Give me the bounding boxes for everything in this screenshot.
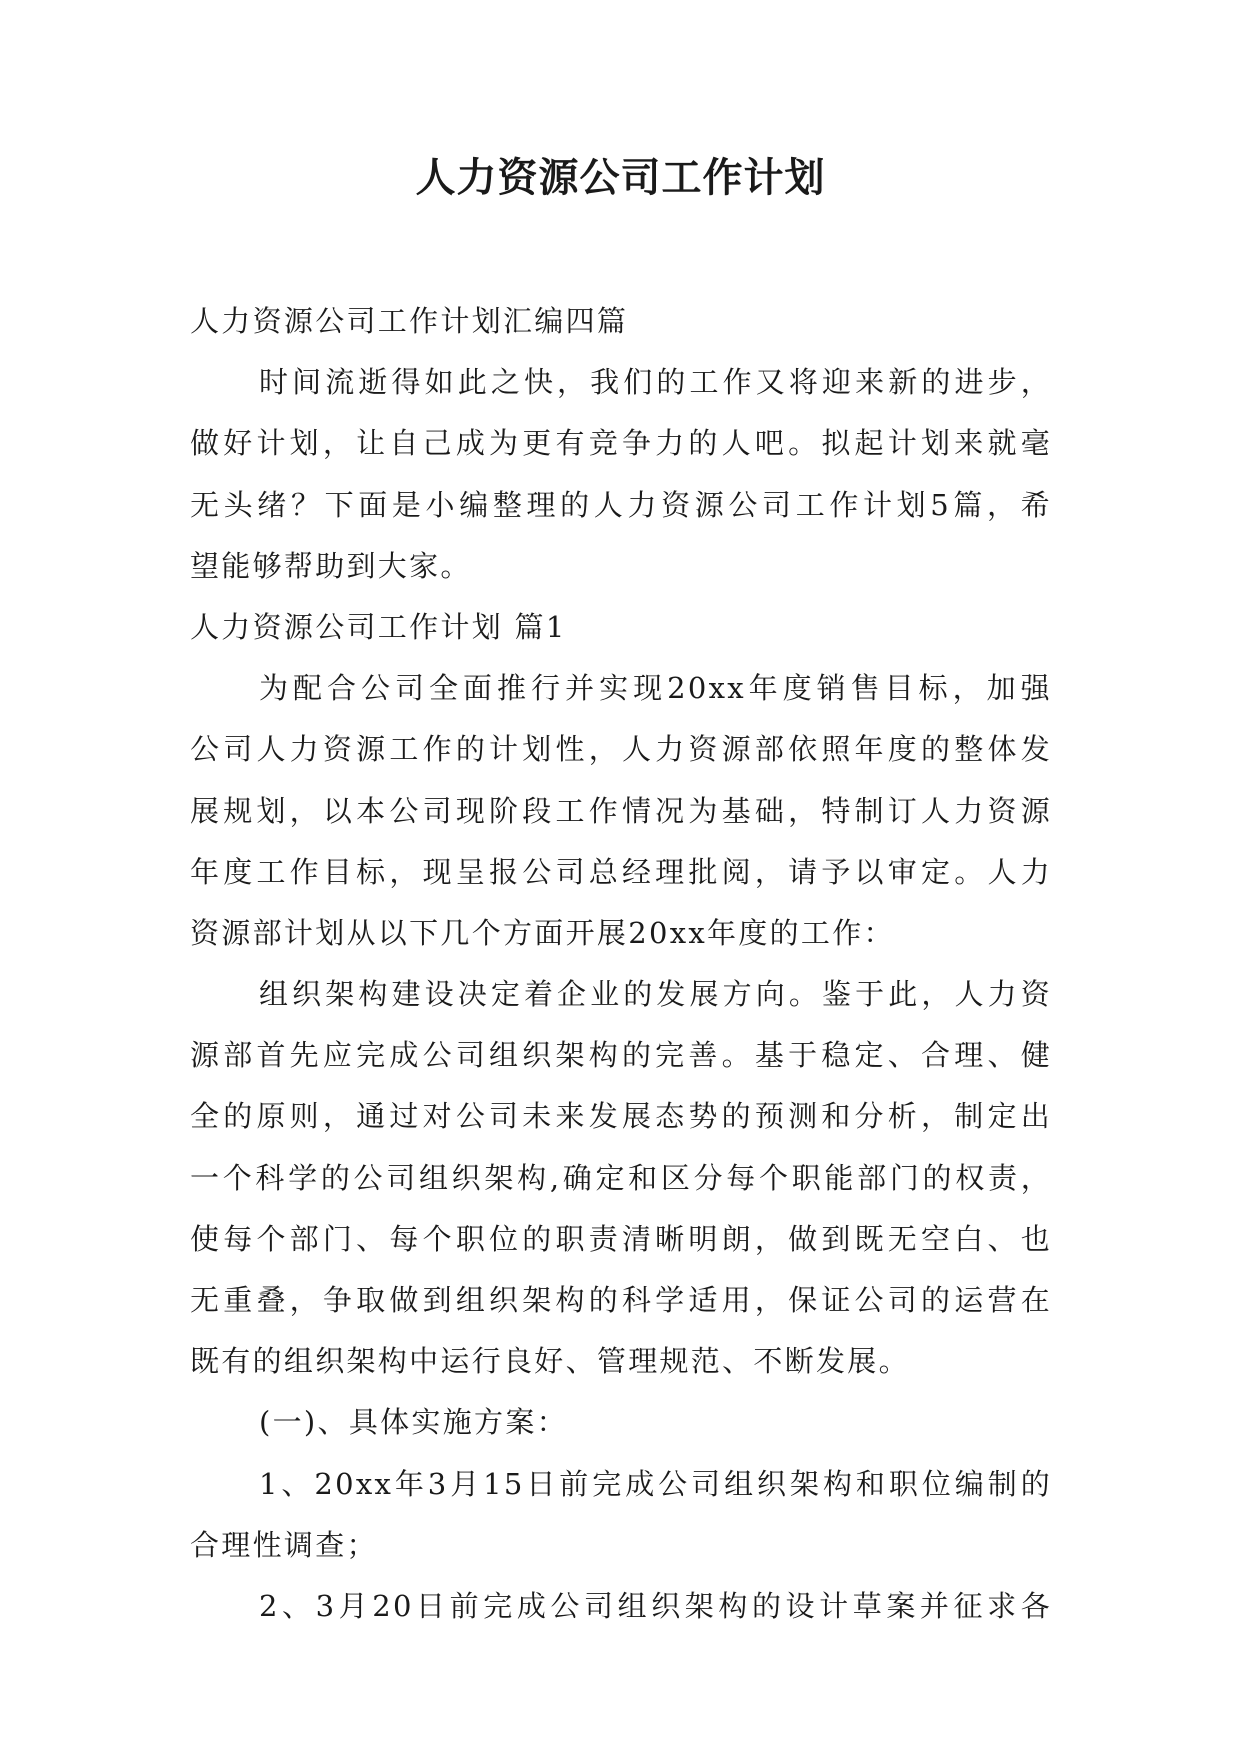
- body-line: 资源部计划从以下几个方面开展20xx年度的工作：: [190, 915, 895, 950]
- body-line: 人力资源公司工作计划汇编四篇: [190, 304, 629, 338]
- body-line: 组织架构建设决定着企业的发展方向。鉴于此，人力资: [259, 977, 1052, 1012]
- body-line: 为配合公司全面推行并实现20xx年度销售目标，加强: [259, 671, 1052, 706]
- body-line: 人力资源公司工作计划 篇1: [190, 609, 567, 644]
- body-line: 既有的组织架构中运行良好、管理规范、不断发展。: [190, 1344, 910, 1379]
- body-line: 1、20xx年3月15日前完成公司组织架构和职位编制的: [259, 1466, 1052, 1501]
- body-line: 合理性调查；: [190, 1527, 378, 1562]
- body-line: 年度工作目标，现呈报公司总经理批阅，请予以审定。人力: [190, 854, 1052, 889]
- body-line: 时间流逝得如此之快，我们的工作又将迎来新的进步，: [259, 365, 1052, 400]
- body-line: 2、3月20日前完成公司组织架构的设计草案并征求各: [259, 1588, 1052, 1623]
- body-line: 无头绪？下面是小编整理的人力资源公司工作计划5篇，希: [190, 487, 1052, 522]
- body-line: 展规划，以本公司现阶段工作情况为基础，特制订人力资源: [190, 793, 1052, 828]
- body-line: (一)、具体实施方案：: [259, 1405, 568, 1440]
- body-line: 使每个部门、每个职位的职责清晰明朗，做到既无空白、也: [190, 1221, 1052, 1256]
- body-line: 全的原则，通过对公司未来发展态势的预测和分析，制定出: [190, 1099, 1052, 1134]
- body-line: 源部首先应完成公司组织架构的完善。基于稳定、合理、健: [190, 1038, 1052, 1073]
- document-title: 人力资源公司工作计划: [415, 155, 826, 201]
- body-line: 公司人力资源工作的计划性，人力资源部依照年度的整体发: [190, 732, 1052, 767]
- document-body: [190, 291, 1052, 1637]
- body-line: 望能够帮助到大家。: [190, 548, 472, 583]
- body-line: 无重叠，争取做到组织架构的科学适用，保证公司的运营在: [190, 1283, 1052, 1317]
- body-line: 一个科学的公司组织架构,确定和区分每个职能部门的权责，: [190, 1160, 1052, 1195]
- body-line: 做好计划，让自己成为更有竞争力的人吧。拟起计划来就毫: [190, 426, 1052, 461]
